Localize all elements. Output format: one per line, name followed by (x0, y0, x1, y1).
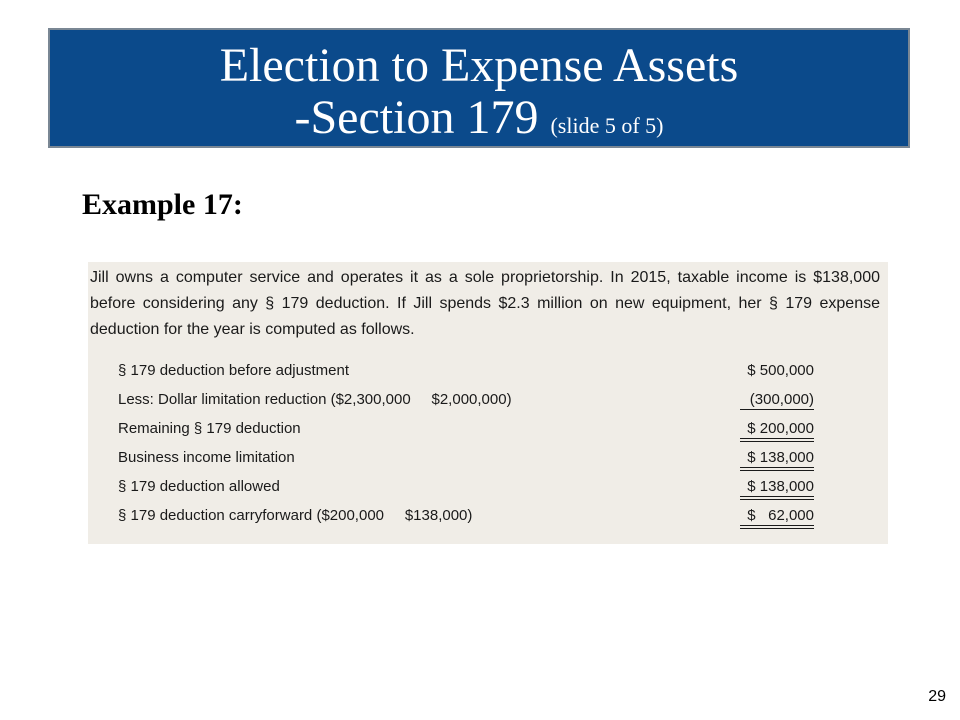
calc-row-label: Remaining § 179 deduction (118, 420, 301, 437)
example-intro-text: Jill owns a computer service and operates it as a sole proprietorship. In 2015, taxable income is $138,000 before considering any § 179 deduction. If Jill spends $2.3 million on new equipment, her § 179 expense deduction for the year is computed as follows. (90, 269, 880, 338)
calc-row-amount: $ 200,000 (740, 420, 814, 442)
calc-row-business-income-limitation (118, 443, 814, 472)
example-panel (88, 262, 888, 544)
page-number: 29 (928, 688, 946, 705)
calc-row-label: Business income limitation (118, 449, 295, 466)
slide-counter: (slide 5 of 5) (550, 113, 664, 138)
calc-row-amount: $ 62,000 (740, 507, 814, 529)
calc-row-deduction-before-adjustment (118, 356, 814, 385)
calc-row-label: § 179 deduction carryforward ($200,000 $138,000) (118, 507, 473, 524)
slide-title-line-1: Election to Expense Assets (219, 39, 739, 92)
calc-row-amount: $ 138,000 (740, 478, 814, 500)
slide-title-section: -Section 179 (294, 91, 539, 144)
example-heading: Example 17: (82, 188, 243, 221)
calc-row-deduction-allowed (118, 472, 814, 501)
slide-title-banner (48, 28, 910, 148)
calc-row-label: § 179 deduction before adjustment (118, 362, 349, 379)
calc-row-dollar-limitation (118, 385, 814, 414)
calc-row-label: § 179 deduction allowed (118, 478, 280, 495)
calc-row-carryforward (118, 501, 814, 530)
slide-title-line-2 (50, 90, 908, 154)
calc-row-amount: $ 138,000 (740, 449, 814, 471)
calc-row-amount: (300,000) (740, 391, 814, 410)
calc-row-amount: $ 500,000 (747, 362, 814, 379)
calc-row-label: Less: Dollar limitation reduction ($2,300,000 $2,000,000) (118, 391, 512, 408)
calc-row-remaining-deduction (118, 414, 814, 443)
